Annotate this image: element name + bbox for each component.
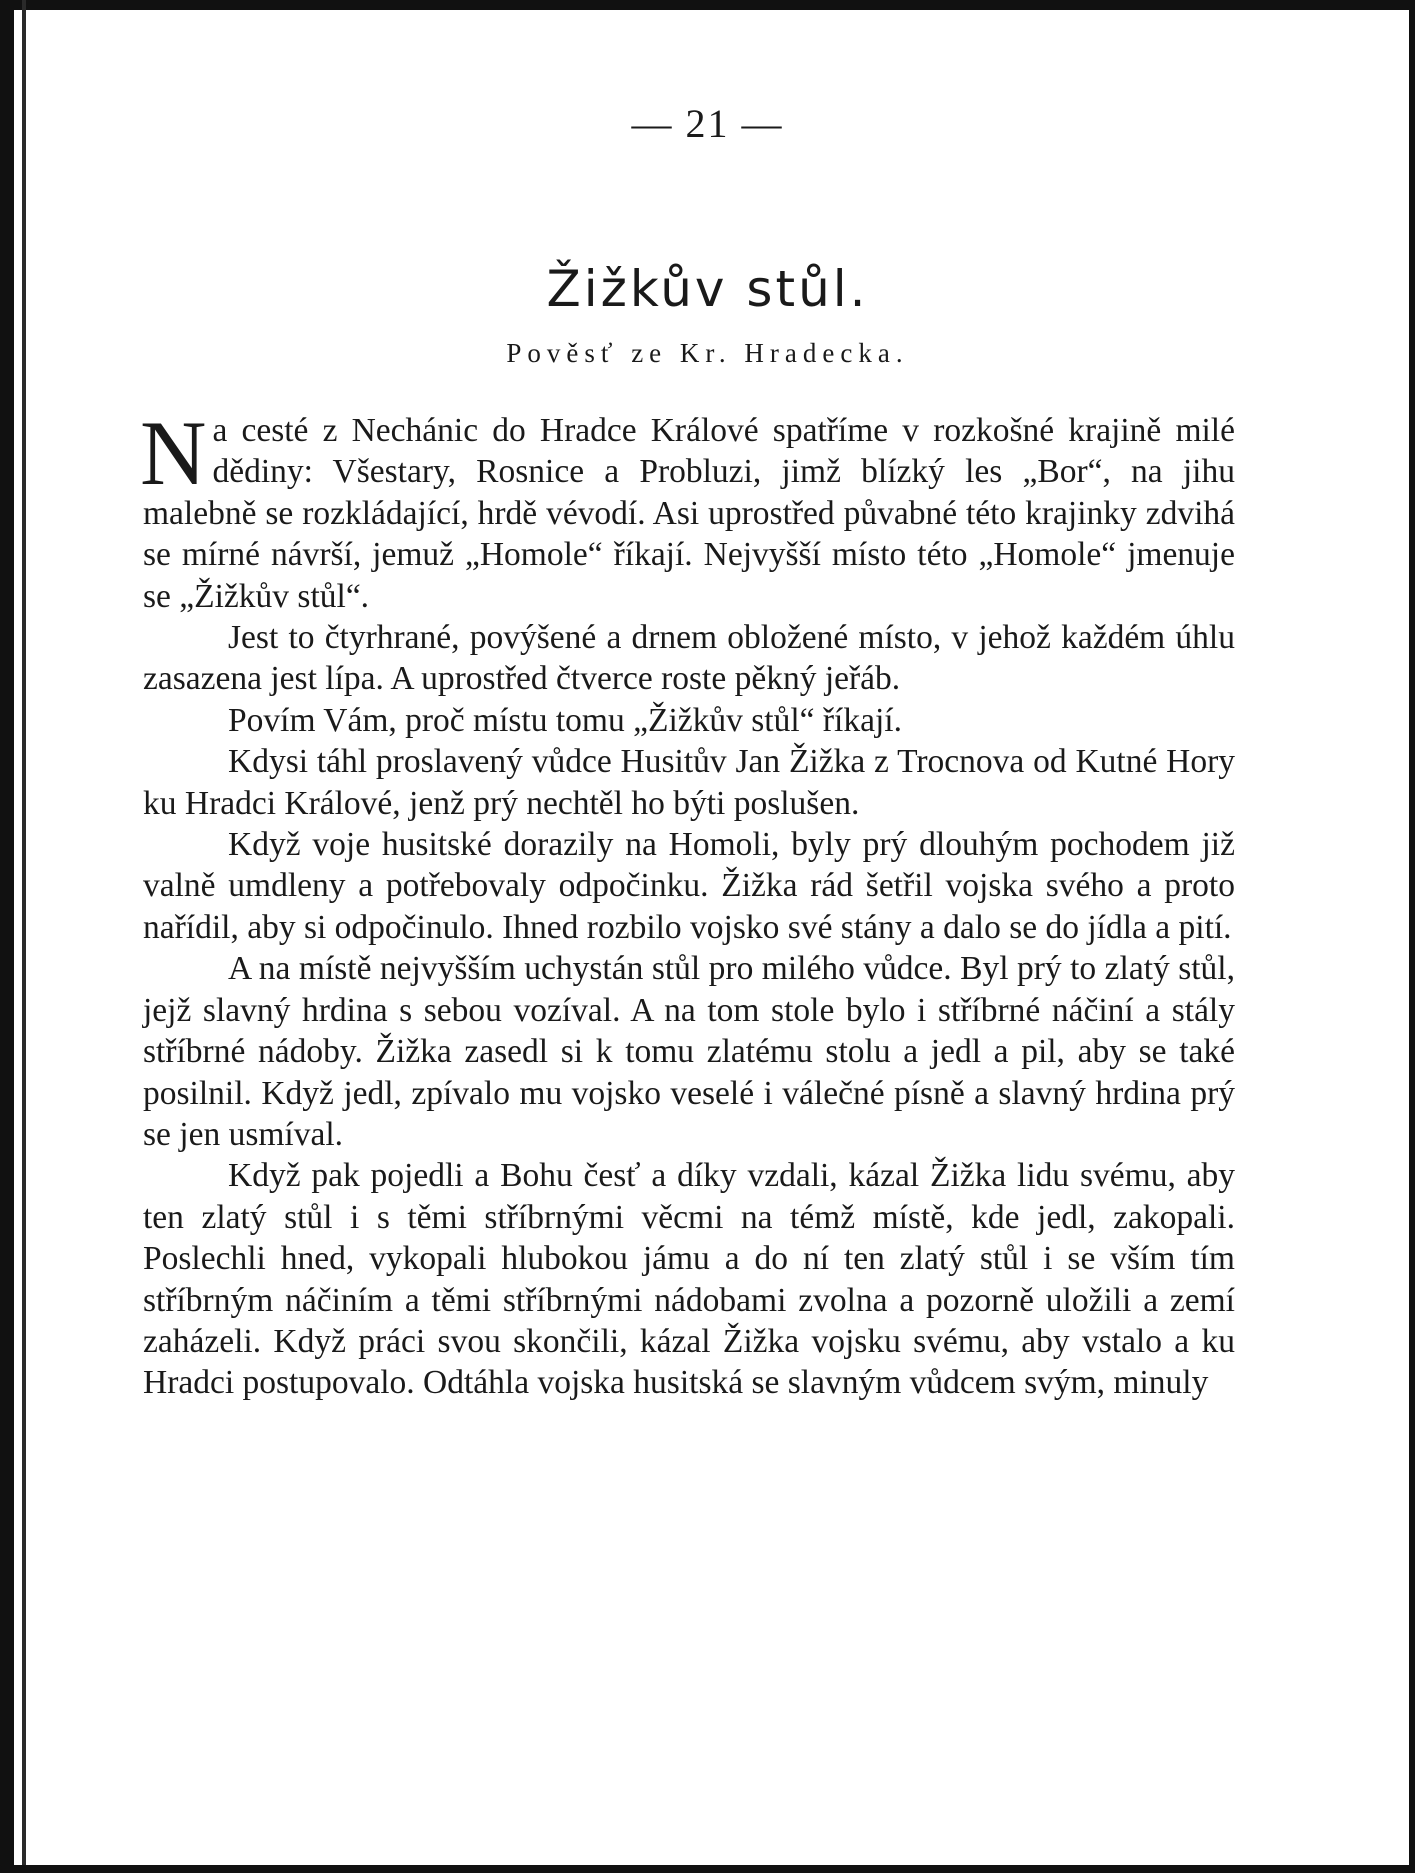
paragraph-6: A na místě nejvyšším uchystán stůl pro milého vůdce. Byl prý to zlatý stůl, jejž slavný hrdina s sebou vozíval. A na tom stole bylo i stříbrné náčiní a stály stříbrné nádoby. Žižka zasedl si k tomu zlatému stolu a jedl a pil, aby se také posilnil. Když jedl, zpívalo mu vojsko veselé i válečné písně a slavný hrdina prý se jen usmíval. bbox=[143, 950, 1235, 1153]
paragraph-1 bbox=[140, 402, 1235, 617]
paragraph-7: Když pak pojedli a Bohu česť a díky vzdali, kázal Žižka lidu svému, aby ten zlatý stůl i s těmi stříbrnými věcmi na témž místě, kde jedl, zakopali. Poslechli hned, vykopali hlubokou jámu a do ní ten zlatý stůl i se vším tím stříbrným náčiním a těmi stříbrnými nádobami zvolna a pozorně uložili a zemí zaházeli. Když práci svou skončili, kázal Žižka vojsku svému, aby vstalo a ku Hradci postupovalo. Odtáhla vojska husitská se slavným vůdcem svým, minuly bbox=[143, 1157, 1235, 1402]
paragraph-2: Jest to čtyrhrané, povýšené a drnem obložené místo, v jehož každém úhlu zasazena jest lípa. A uprostřed čtverce roste pěkný jeřáb. bbox=[143, 619, 1235, 698]
page-number: — 21 — bbox=[631, 101, 784, 146]
paragraph-3: Povím Vám, proč místu tomu „Žižkův stůl“ říkají. bbox=[228, 701, 902, 739]
drop-cap: N bbox=[140, 402, 207, 504]
scan-border-top bbox=[0, 0, 1415, 10]
paragraph-1-text: a cesté z Nechánic do Hradce Králové spatříme v rozkošné krajině milé dědiny: Všestary, Rosnice a Probluzi, jimž blízký les „Bor“, na jihu malebně se rozkládající, hrdě vévodí. Asi uprostřed půvabné této krajinky zdvihá se mírné návrší, jemuž „Homole“ říkají. Nejvyšší místo této „Homole“ jmenuje se „Žižkův stůl“. bbox=[143, 412, 1235, 615]
story-subtitle: Pověsť ze Kr. Hradecka. bbox=[506, 338, 909, 368]
story-title: Žižkův stůl. bbox=[546, 260, 869, 318]
paragraph-4: Kdysi táhl proslavený vůdce Husitův Jan Žižka z Trocnova od Kutné Hory ku Hradci Králové, jenž prý nechtěl ho býti poslušen. bbox=[143, 743, 1235, 822]
paragraph-5: Když voje husitské dorazily na Homoli, byly prý dlouhým pochodem již valně umdleny a potřebovaly odpočinku. Žižka rád šetřil vojska svého a proto nařídil, aby si odpočinulo. Ihned rozbilo vojsko své stány a dalo se do jídla a pití. bbox=[143, 826, 1235, 946]
story-body bbox=[140, 402, 1235, 1404]
scan-border-bottom bbox=[0, 1865, 1415, 1873]
